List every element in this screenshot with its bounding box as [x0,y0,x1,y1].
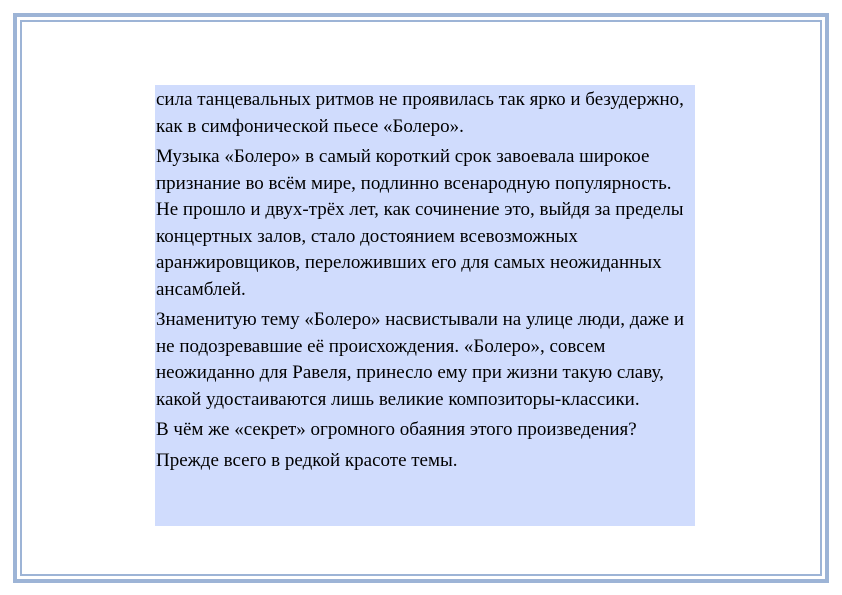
text-box [155,85,695,526]
paragraph-1: сила танцевальных ритмов не проявилась так ярко и безудержно, как в симфонической пьесе «Болеро». [156,89,684,137]
paragraph-2: Музыка «Болеро» в самый короткий срок завоевала широкое признание во всём мире, подлинно всенародную популярность. Не прошло и двух-трёх лет, как сочинение это, выйдя за пределы концертных залов, стало достоянием всевозможных аранжировщиков, переложивших его для самых неожиданных ансамблей. [156,146,684,300]
paragraph-4: В чём же «секрет» огромного обаяния этого произведения? [156,419,637,440]
paragraph-5: Прежде всего в редкой красоте темы. [156,449,458,471]
paragraph-3: Знаменитую тему «Болеро» насвистывали на улице люди, даже и не подозревавшие её происхождения. «Болеро», совсем неожиданно для Равеля, принесло ему при жизни такую славу, какой удостаиваются лишь великие композиторы-классики. [156,309,685,410]
